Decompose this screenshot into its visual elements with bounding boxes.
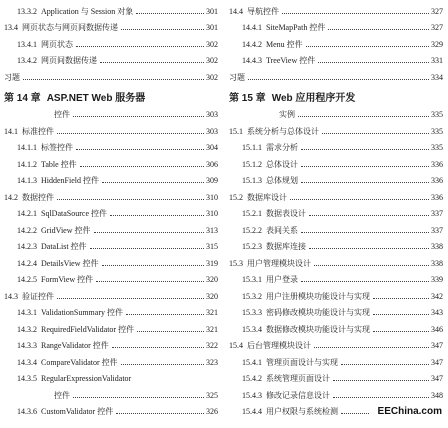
section-number: 13.4.1 bbox=[17, 39, 37, 49]
dot-leader bbox=[73, 397, 204, 398]
dot-leader bbox=[309, 248, 429, 249]
page-number: 338 bbox=[431, 258, 443, 268]
section-title: 密码修改模块功能设计与实现 bbox=[266, 308, 370, 318]
section-title: 导航控件 bbox=[247, 6, 279, 16]
toc-entry bbox=[4, 140, 218, 157]
dot-leader bbox=[341, 413, 369, 414]
dot-leader bbox=[57, 199, 204, 200]
page-number: 301 bbox=[206, 6, 218, 16]
section-title: 数据库连接 bbox=[266, 242, 306, 252]
chapter-title: ASP.NET Web 服务器 bbox=[46, 92, 146, 104]
page-number: 315 bbox=[206, 242, 218, 252]
dot-leader bbox=[298, 116, 429, 117]
toc-entry bbox=[229, 123, 443, 140]
section-number: 13.4.2 bbox=[17, 56, 37, 66]
dot-leader bbox=[94, 232, 204, 233]
section-number: 14.3.3 bbox=[17, 341, 37, 351]
dot-leader bbox=[80, 166, 204, 167]
section-number: 14.4.3 bbox=[242, 56, 262, 66]
dot-leader bbox=[333, 380, 429, 381]
page-number: 337 bbox=[431, 209, 443, 219]
page-number: 302 bbox=[206, 56, 218, 66]
dot-leader bbox=[373, 314, 429, 315]
section-number: 15.4.4 bbox=[242, 407, 262, 417]
section-title: 用户权限与系统检测 bbox=[266, 407, 338, 417]
dot-leader bbox=[90, 248, 204, 249]
section-number: 14.1.2 bbox=[17, 159, 37, 169]
section-number: 15.4 bbox=[229, 341, 243, 351]
section-number: 14.2.2 bbox=[17, 225, 37, 235]
page-number: 306 bbox=[206, 159, 218, 169]
page-number: 347 bbox=[431, 357, 443, 367]
page-number: 310 bbox=[206, 192, 218, 202]
page-number: 303 bbox=[206, 126, 218, 136]
toc-entry bbox=[229, 20, 443, 37]
toc-entry bbox=[4, 371, 218, 388]
chapter-number: 第 14 章 bbox=[4, 92, 41, 104]
toc-entry bbox=[229, 189, 443, 206]
page-number: 310 bbox=[206, 209, 218, 219]
toc-entry bbox=[4, 255, 218, 272]
dot-leader bbox=[102, 265, 204, 266]
page-number: 304 bbox=[206, 143, 218, 153]
section-number: 15.2.2 bbox=[242, 225, 262, 235]
toc-entry bbox=[4, 206, 218, 223]
chapter-title: Web 应用程序开发 bbox=[271, 92, 356, 104]
section-number: 14.3.6 bbox=[17, 407, 37, 417]
section-number: 14.1.1 bbox=[17, 143, 37, 153]
section-number: 14.3.1 bbox=[17, 308, 37, 318]
dot-leader bbox=[73, 116, 204, 117]
section-number: 14.1 bbox=[4, 126, 18, 136]
page-number: 339 bbox=[431, 275, 443, 285]
page-number: 319 bbox=[206, 258, 218, 268]
section-number: 15.4.3 bbox=[242, 390, 262, 400]
section-title: Table 控件 bbox=[41, 159, 77, 169]
section-title: 标签控件 bbox=[41, 143, 73, 153]
toc-entry-continuation bbox=[229, 107, 443, 124]
toc-entry bbox=[229, 288, 443, 305]
section-title: DataList 控件 bbox=[41, 242, 87, 252]
page-number: 331 bbox=[431, 56, 443, 66]
section-title: 总体设计 bbox=[266, 159, 298, 169]
chapter-heading bbox=[4, 86, 218, 107]
page-number: 336 bbox=[431, 176, 443, 186]
section-number: 15.2.1 bbox=[242, 209, 262, 219]
section-number: 14.1.3 bbox=[17, 176, 37, 186]
dot-leader bbox=[76, 46, 204, 47]
section-number: 15.1.1 bbox=[242, 143, 262, 153]
dot-leader bbox=[116, 413, 204, 414]
toc-entry bbox=[4, 354, 218, 371]
page-number: 326 bbox=[206, 407, 218, 417]
section-title: RangeValidator 控件 bbox=[41, 341, 109, 351]
toc-entry bbox=[229, 173, 443, 190]
title-continuation: 控件 bbox=[54, 390, 70, 400]
page-number: 336 bbox=[431, 192, 443, 202]
dot-leader bbox=[23, 79, 204, 80]
section-title: Menu 控件 bbox=[266, 39, 303, 49]
section-title: 系统分析与总体设计 bbox=[247, 126, 319, 136]
toc-entry bbox=[4, 338, 218, 355]
dot-leader bbox=[314, 347, 429, 348]
toc-entry bbox=[229, 206, 443, 223]
dot-leader bbox=[112, 347, 204, 348]
page-number: 347 bbox=[431, 374, 443, 384]
toc-entry bbox=[229, 272, 443, 289]
toc-entry bbox=[4, 69, 218, 86]
dot-leader bbox=[126, 314, 204, 315]
right-column bbox=[229, 3, 443, 420]
section-number: 15.4.2 bbox=[242, 374, 262, 384]
section-number: 14.2.5 bbox=[17, 275, 37, 285]
toc-entry bbox=[229, 387, 443, 404]
section-title: 标准控件 bbox=[22, 126, 54, 136]
page-number: 342 bbox=[431, 291, 443, 301]
toc-entry bbox=[229, 222, 443, 239]
section-title: 用户登录 bbox=[266, 275, 298, 285]
page-number: 320 bbox=[206, 291, 218, 301]
section-number: 15.2.3 bbox=[242, 242, 262, 252]
section-title: CompareValidator 控件 bbox=[41, 357, 118, 367]
section-title: SqlDataSource 控件 bbox=[41, 209, 107, 219]
section-title: FormView 控件 bbox=[41, 275, 94, 285]
section-number: 14.3.5 bbox=[17, 374, 37, 384]
section-number: 14.2.1 bbox=[17, 209, 37, 219]
section-number: 14.4 bbox=[229, 6, 243, 16]
section-number: 14.2.3 bbox=[17, 242, 37, 252]
page-number: 321 bbox=[206, 324, 218, 334]
section-number: 15.1.2 bbox=[242, 159, 262, 169]
section-number: 15.3.4 bbox=[242, 324, 262, 334]
dot-leader bbox=[57, 298, 204, 299]
dot-leader bbox=[301, 149, 429, 150]
page-number: 335 bbox=[431, 143, 443, 153]
toc-entry bbox=[4, 321, 218, 338]
toc-entry bbox=[229, 305, 443, 322]
chapter-heading bbox=[229, 86, 443, 107]
dot-leader bbox=[314, 265, 429, 266]
page-number: 335 bbox=[431, 126, 443, 136]
page-number: 303 bbox=[206, 110, 218, 120]
dot-leader bbox=[341, 364, 429, 365]
page-number: 338 bbox=[431, 242, 443, 252]
dot-leader bbox=[100, 62, 204, 63]
page-number: 302 bbox=[206, 39, 218, 49]
section-title: 验证控件 bbox=[22, 291, 54, 301]
toc-entry bbox=[4, 272, 218, 289]
section-title: Application 与 Session 对象 bbox=[41, 6, 134, 16]
watermark-text: EEChina.com bbox=[377, 406, 442, 417]
toc-entry bbox=[4, 239, 218, 256]
section-number: 15.4.1 bbox=[242, 357, 262, 367]
page-number: 323 bbox=[206, 357, 218, 367]
page-number: 335 bbox=[431, 110, 443, 120]
toc-entry bbox=[229, 3, 443, 20]
dot-leader bbox=[333, 397, 429, 398]
toc-entry bbox=[4, 36, 218, 53]
toc-entry bbox=[4, 156, 218, 173]
section-title: 用户注册模块功能设计与实现 bbox=[266, 291, 370, 301]
page-number: 301 bbox=[206, 23, 218, 33]
section-title: 数据控件 bbox=[22, 192, 54, 202]
section-title: 网页状态 bbox=[41, 39, 73, 49]
toc-entry-continuation bbox=[4, 387, 218, 404]
toc-entry bbox=[229, 53, 443, 70]
section-title: 修改记录信息设计 bbox=[266, 390, 330, 400]
toc-entry bbox=[229, 338, 443, 355]
page-number: 320 bbox=[206, 275, 218, 285]
page-number: 343 bbox=[431, 308, 443, 318]
dot-leader bbox=[373, 331, 429, 332]
section-title: 表间关系 bbox=[266, 225, 298, 235]
section-number: 15.3 bbox=[229, 258, 243, 268]
toc-entry bbox=[4, 222, 218, 239]
dot-leader bbox=[137, 331, 204, 332]
toc-entry bbox=[229, 371, 443, 388]
toc-entry bbox=[4, 189, 218, 206]
section-number: 14.3.2 bbox=[17, 324, 37, 334]
section-title: 网页状态与网页间数据传递 bbox=[22, 23, 118, 33]
section-title: HiddenField 控件 bbox=[41, 176, 99, 186]
page-number: 348 bbox=[431, 390, 443, 400]
page-number: 336 bbox=[431, 159, 443, 169]
section-title: TreeView 控件 bbox=[266, 56, 316, 66]
dot-leader bbox=[57, 133, 204, 134]
title-continuation: 实例 bbox=[279, 110, 295, 120]
dot-leader bbox=[322, 133, 429, 134]
toc-entry bbox=[4, 123, 218, 140]
toc-entry bbox=[229, 354, 443, 371]
section-title: 管理页面设计与实现 bbox=[266, 357, 338, 367]
section-title: DetailsView 控件 bbox=[41, 258, 99, 268]
dot-leader bbox=[328, 29, 429, 30]
left-column bbox=[4, 3, 218, 420]
toc-entry bbox=[229, 140, 443, 157]
page-number: 347 bbox=[431, 341, 443, 351]
page-number: 334 bbox=[431, 72, 443, 82]
toc-entry bbox=[4, 305, 218, 322]
dot-leader bbox=[309, 215, 429, 216]
dot-leader bbox=[96, 281, 204, 282]
page-number: 327 bbox=[431, 6, 443, 16]
page-number: 325 bbox=[206, 390, 218, 400]
toc-entry bbox=[229, 239, 443, 256]
toc-entry bbox=[229, 321, 443, 338]
page-number: 309 bbox=[206, 176, 218, 186]
section-title: 习题 bbox=[229, 72, 245, 82]
toc-entry bbox=[4, 20, 218, 37]
section-number: 15.1 bbox=[229, 126, 243, 136]
page-number: 313 bbox=[206, 225, 218, 235]
section-number: 14.3 bbox=[4, 291, 18, 301]
dot-leader bbox=[121, 29, 204, 30]
toc-entry bbox=[229, 255, 443, 272]
toc-entry bbox=[229, 36, 443, 53]
section-title: 后台管理模块设计 bbox=[247, 341, 311, 351]
section-number: 13.3.2 bbox=[17, 6, 37, 16]
dot-leader bbox=[248, 79, 429, 80]
section-number: 14.4.2 bbox=[242, 39, 262, 49]
title-continuation: 控件 bbox=[54, 110, 70, 120]
dot-leader bbox=[373, 298, 429, 299]
page-number: 346 bbox=[431, 324, 443, 334]
section-title: ValidationSummary 控件 bbox=[41, 308, 123, 318]
toc-entry bbox=[4, 288, 218, 305]
section-number: 15.3.1 bbox=[242, 275, 262, 285]
dot-leader bbox=[301, 232, 429, 233]
dot-leader bbox=[301, 166, 429, 167]
dot-leader bbox=[290, 199, 429, 200]
page-number: 321 bbox=[206, 308, 218, 318]
dot-leader bbox=[121, 364, 204, 365]
section-number: 15.3.3 bbox=[242, 308, 262, 318]
toc-entry-continuation bbox=[4, 107, 218, 124]
page-number: 329 bbox=[431, 39, 443, 49]
section-title: GridView 控件 bbox=[41, 225, 91, 235]
page-number: 337 bbox=[431, 225, 443, 235]
dot-leader bbox=[102, 182, 204, 183]
section-title: 习题 bbox=[4, 72, 20, 82]
toc-entry bbox=[4, 3, 218, 20]
page-number: 327 bbox=[431, 23, 443, 33]
section-number: 15.2 bbox=[229, 192, 243, 202]
dot-leader bbox=[301, 182, 429, 183]
section-title: 网页间数据传递 bbox=[41, 56, 97, 66]
section-title: 用户管理模块设计 bbox=[247, 258, 311, 268]
section-title: 需求分析 bbox=[266, 143, 298, 153]
section-title: RequiredFieldValidator 控件 bbox=[41, 324, 135, 334]
section-number: 14.4.1 bbox=[242, 23, 262, 33]
section-title: 数据修改模块功能设计与实现 bbox=[266, 324, 370, 334]
section-number: 15.1.3 bbox=[242, 176, 262, 186]
section-title: 数据库设计 bbox=[247, 192, 287, 202]
dot-leader bbox=[76, 149, 204, 150]
dot-leader bbox=[110, 215, 204, 216]
section-number: 14.2 bbox=[4, 192, 18, 202]
page-number: 322 bbox=[206, 341, 218, 351]
section-number: 15.3.2 bbox=[242, 291, 262, 301]
chapter-number: 第 15 章 bbox=[229, 92, 266, 104]
section-title: 系统管理页面设计 bbox=[266, 374, 330, 384]
dot-leader bbox=[318, 62, 429, 63]
section-title: 总体规划 bbox=[266, 176, 298, 186]
page-number: 302 bbox=[206, 72, 218, 82]
dot-leader bbox=[301, 281, 429, 282]
section-number: 14.3.4 bbox=[17, 357, 37, 367]
section-title: 数据表设计 bbox=[266, 209, 306, 219]
section-title: CustomValidator 控件 bbox=[41, 407, 114, 417]
toc-entry bbox=[229, 156, 443, 173]
dot-leader bbox=[306, 46, 429, 47]
toc-entry bbox=[4, 53, 218, 70]
section-number: 14.2.4 bbox=[17, 258, 37, 268]
section-title: SiteMapPath 控件 bbox=[266, 23, 326, 33]
dot-leader bbox=[282, 13, 429, 14]
toc-entry bbox=[4, 173, 218, 190]
section-title: RegularExpressionValidator bbox=[41, 374, 132, 384]
section-number: 13.4 bbox=[4, 23, 18, 33]
toc-entry bbox=[4, 404, 218, 421]
dot-leader bbox=[136, 13, 204, 14]
toc-entry bbox=[229, 69, 443, 86]
